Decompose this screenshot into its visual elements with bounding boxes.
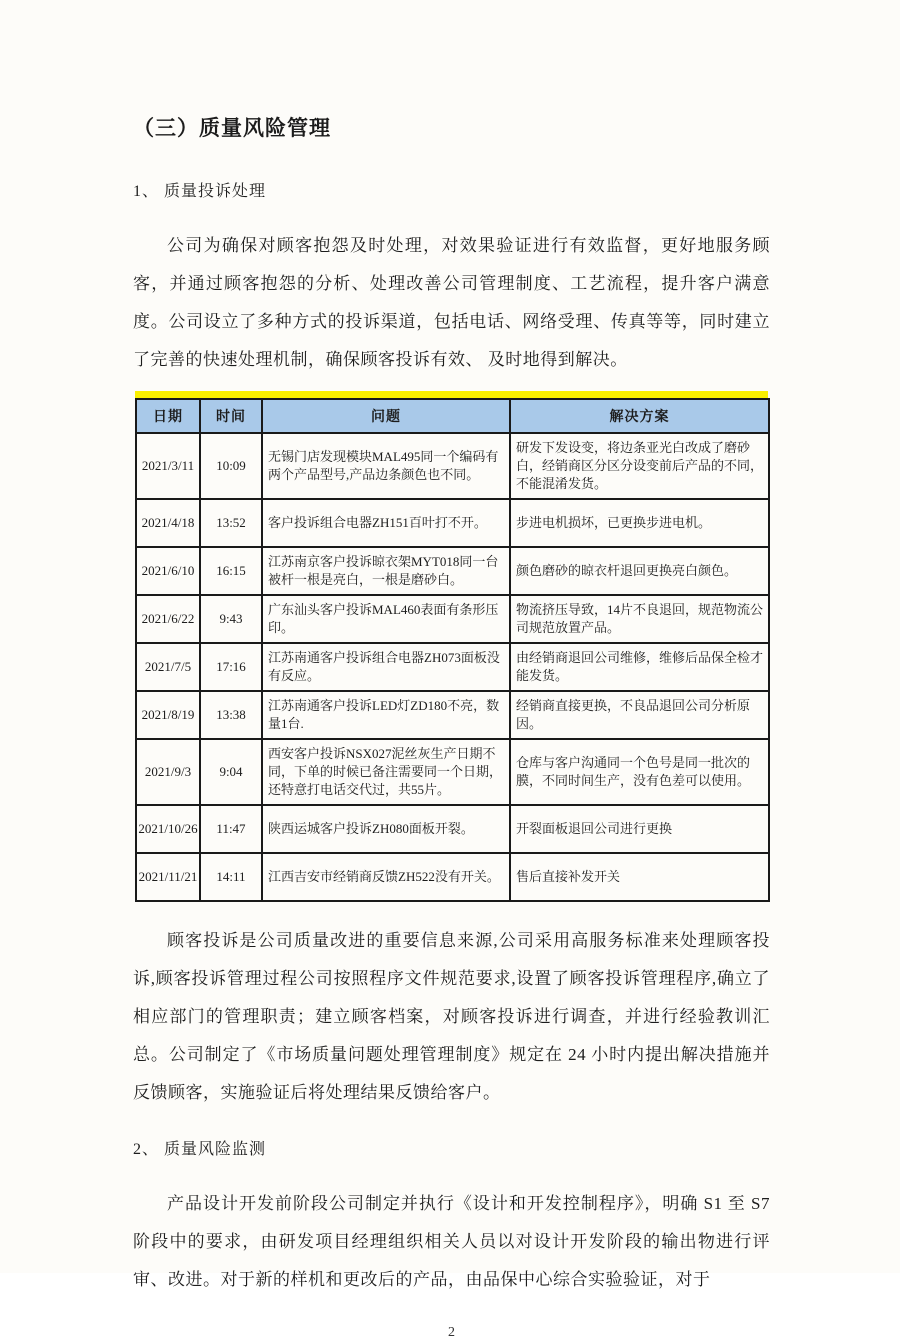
paragraph-complaint-process: 顾客投诉是公司质量改进的重要信息来源,公司采用高服务标准来处理顾客投诉,顾客投诉管理过程公司按照程序文件规范要求,设置了顾客投诉管理程序,确立了相应部门的管理职责；建立顾客档案，对顾客投诉进行调查，并进行经验教训汇总。公司制定了《市场质量问题处理管理制度》规定在 24 小时内提出解决措施并反馈顾客，实施验证后将处理结果反馈给客户。	[133, 931, 770, 1102]
cell-problem: 客户投诉组合电器ZH151百叶打不开。	[262, 499, 510, 547]
paragraph-risk-monitoring: 产品设计开发前阶段公司制定并执行《设计和开发控制程序》，明确 S1 至 S7 阶段中的要求，由研发项目经理组织相关人员以对设计开发阶段的输出物进行评审、改进。对于新的样机和更改后的产品，由品保中心综合实验验证，对于	[133, 1194, 770, 1289]
table-row	[136, 643, 769, 691]
cell-problem: 江西吉安市经销商反馈ZH522没有开关。	[262, 853, 510, 901]
cell-date: 2021/6/10	[136, 547, 200, 595]
complaint-table-container	[135, 391, 768, 902]
cell-solution: 物流挤压导致，14片不良退回，规范物流公司规范放置产品。	[510, 595, 769, 643]
table-row	[136, 499, 769, 547]
cell-date: 2021/9/3	[136, 739, 200, 805]
cell-time: 17:16	[200, 643, 262, 691]
yellow-accent-bar	[135, 391, 768, 398]
cell-date: 2021/3/11	[136, 433, 200, 499]
cell-time: 14:11	[200, 853, 262, 901]
cell-date: 2021/11/21	[136, 853, 200, 901]
table-row	[136, 805, 769, 853]
cell-problem: 陕西运城客户投诉ZH080面板开裂。	[262, 805, 510, 853]
cell-date: 2021/6/22	[136, 595, 200, 643]
cell-solution: 售后直接补发开关	[510, 853, 769, 901]
table-row	[136, 595, 769, 643]
cell-time: 9:04	[200, 739, 262, 805]
cell-problem: 江苏南京客户投诉晾衣架MYT018同一台被杆一根是亮白，一根是磨砂白。	[262, 547, 510, 595]
cell-solution: 由经销商退回公司维修，维修后品保全检才能发货。	[510, 643, 769, 691]
cell-date: 2021/7/5	[136, 643, 200, 691]
cell-solution: 步进电机损坏，已更换步进电机。	[510, 499, 769, 547]
paragraph-complaint-intro: 公司为确保对顾客抱怨及时处理，对效果验证进行有效监督，更好地服务顾客，并通过顾客抱怨的分析、处理改善公司管理制度、工艺流程，提升客户满意度。公司设立了多种方式的投诉渠道，包括电话、网络受理、传真等等，同时建立了完善的快速处理机制，确保顾客投诉有效、 及时地得到解决。	[133, 236, 770, 369]
cell-solution: 颜色磨砂的晾衣杆退回更换亮白颜色。	[510, 547, 769, 595]
section-title: （三）质量风险管理	[133, 116, 331, 140]
cell-solution: 研发下发设变，将边条亚光白改成了磨砂白，经销商区分区分设变前后产品的不同，不能混淆发货。	[510, 433, 769, 499]
cell-solution: 开裂面板退回公司进行更换	[510, 805, 769, 853]
cell-problem: 江苏南通客户投诉组合电器ZH073面板没有反应。	[262, 643, 510, 691]
subsection-heading-1: 1、 质量投诉处理	[133, 183, 267, 200]
cell-time: 13:38	[200, 691, 262, 739]
table-row	[136, 739, 769, 805]
cell-time: 9:43	[200, 595, 262, 643]
subsection-heading-2: 2、 质量风险监测	[133, 1141, 267, 1158]
cell-problem: 江苏南通客户投诉LED灯ZD180不亮，数量1台.	[262, 691, 510, 739]
complaint-table	[135, 398, 770, 902]
column-header-time: 时间	[200, 399, 262, 433]
cell-solution: 仓库与客户沟通同一个色号是同一批次的膜，不同时间生产，没有色差可以使用。	[510, 739, 769, 805]
table-row	[136, 547, 769, 595]
cell-time: 16:15	[200, 547, 262, 595]
page-number: 2	[448, 1325, 455, 1340]
cell-date: 2021/10/26	[136, 805, 200, 853]
column-header-date: 日期	[136, 399, 200, 433]
column-header-solution: 解决方案	[510, 399, 769, 433]
column-header-problem: 问题	[262, 399, 510, 433]
cell-date: 2021/4/18	[136, 499, 200, 547]
table-row	[136, 433, 769, 499]
cell-problem: 无锡门店发现模块MAL495同一个编码有两个产品型号,产品边条颜色也不同。	[262, 433, 510, 499]
cell-date: 2021/8/19	[136, 691, 200, 739]
complaint-table-body	[136, 433, 769, 901]
cell-time: 13:52	[200, 499, 262, 547]
cell-problem: 广东汕头客户投诉MAL460表面有条形压印。	[262, 595, 510, 643]
table-row	[136, 691, 769, 739]
cell-time: 11:47	[200, 805, 262, 853]
table-row	[136, 853, 769, 901]
cell-solution: 经销商直接更换，不良品退回公司分析原因。	[510, 691, 769, 739]
cell-time: 10:09	[200, 433, 262, 499]
table-header-row	[136, 399, 769, 433]
cell-problem: 西安客户投诉NSX027泥丝灰生产日期不同，下单的时候已备注需要同一个日期，还特意打电话交代过，共55片。	[262, 739, 510, 805]
